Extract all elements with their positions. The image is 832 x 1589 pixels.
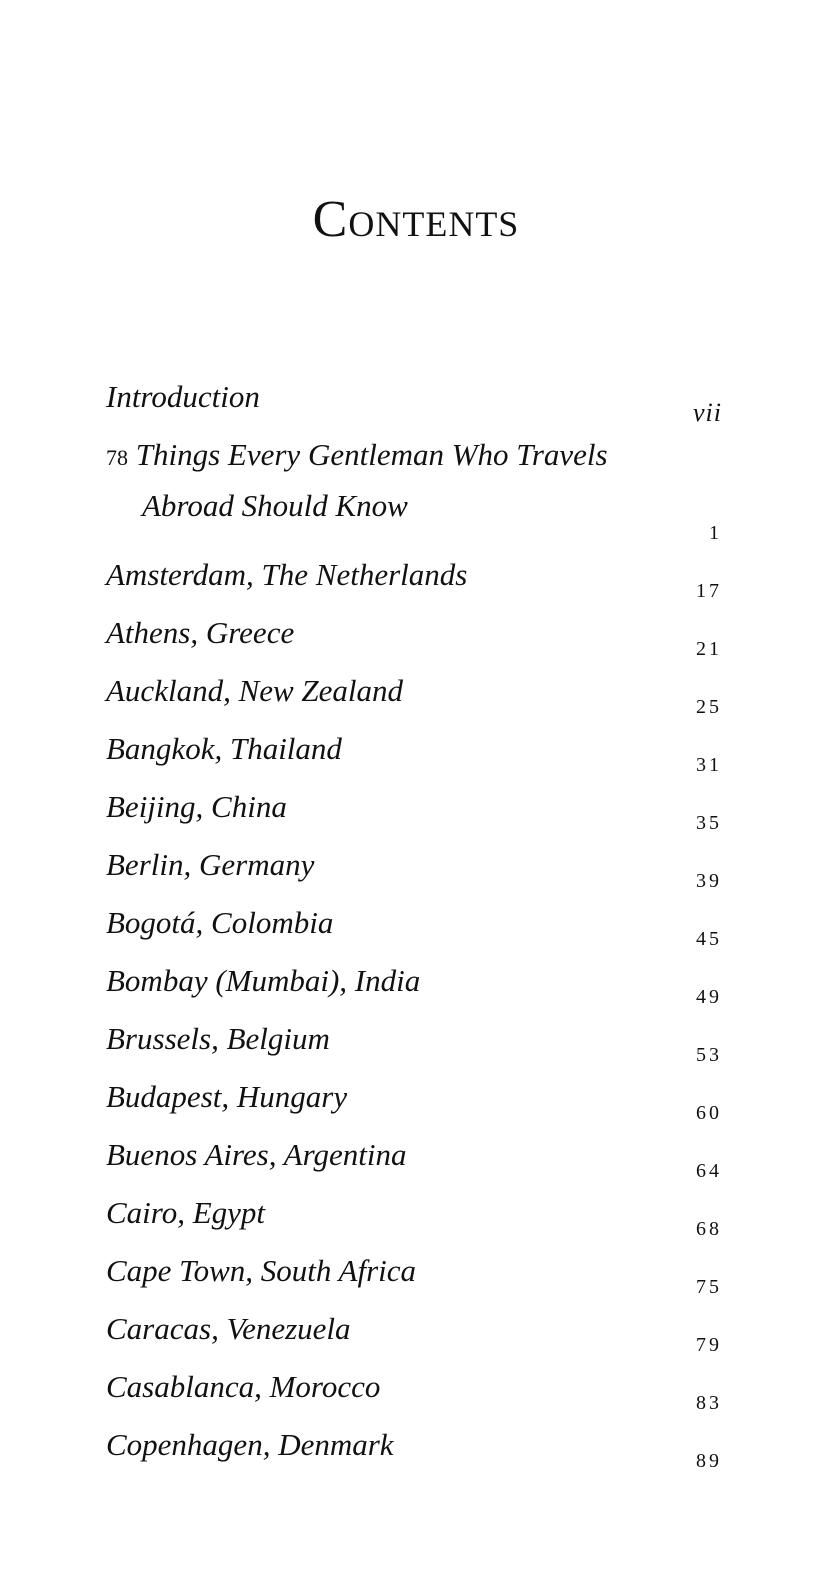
toc-entry[interactable] <box>106 1075 722 1133</box>
toc-entry-title-line1: Things Every Gentleman Who Travels <box>135 437 608 472</box>
toc-entry-page: 39 <box>696 870 722 892</box>
toc-entry[interactable] <box>106 843 722 901</box>
toc-entry-title: Introduction <box>106 379 260 414</box>
toc-entry-title-line2: Abroad Should Know <box>142 488 408 523</box>
toc-entry[interactable] <box>106 611 722 669</box>
toc-entry-introduction[interactable] <box>106 375 722 433</box>
toc-entry-title: Casablanca, Morocco <box>106 1369 381 1404</box>
toc-entry[interactable] <box>106 1017 722 1075</box>
toc-entry-page: 89 <box>696 1450 722 1472</box>
toc-entry[interactable] <box>106 785 722 843</box>
toc-entry-page: 75 <box>696 1276 722 1298</box>
toc-entry-page: 64 <box>696 1160 722 1182</box>
toc-entry[interactable] <box>106 669 722 727</box>
toc-entry-title: Bogotá, Colombia <box>106 905 334 940</box>
toc-entry[interactable] <box>106 553 722 611</box>
toc-entry[interactable] <box>106 1365 722 1423</box>
toc-entry-number: 78 <box>106 445 128 470</box>
toc-entry-title: Amsterdam, The Netherlands <box>106 557 468 592</box>
toc-entry-title: Cairo, Egypt <box>106 1195 266 1230</box>
toc-entry-page: 35 <box>696 812 722 834</box>
toc-entry-page: 1 <box>709 522 722 544</box>
toc-entry-title: Budapest, Hungary <box>106 1079 348 1114</box>
toc-entry-page: 83 <box>696 1392 722 1414</box>
toc-entry-page: 68 <box>696 1218 722 1240</box>
toc-entry-page: 49 <box>696 986 722 1008</box>
toc-entry-page: vii <box>693 398 722 427</box>
toc-entry-page: 53 <box>696 1044 722 1066</box>
toc-entry[interactable] <box>106 901 722 959</box>
toc-entry-page: 21 <box>696 638 722 660</box>
toc-entry-page: 25 <box>696 696 722 718</box>
toc-entry[interactable] <box>106 1133 722 1191</box>
toc-entry-title: Beijing, China <box>106 789 287 824</box>
toc-entry-title: Cape Town, South Africa <box>106 1253 417 1288</box>
toc-entry-title: Brussels, Belgium <box>106 1021 330 1056</box>
toc-entry-page: 60 <box>696 1102 722 1124</box>
toc-entry-title: Bombay (Mumbai), India <box>106 963 421 998</box>
toc-entry[interactable] <box>106 1191 722 1249</box>
toc-entry-page: 17 <box>696 580 722 602</box>
toc-entry[interactable] <box>106 1249 722 1307</box>
table-of-contents <box>106 375 722 1481</box>
toc-entry[interactable] <box>106 1307 722 1365</box>
toc-entry-title: Bangkok, Thailand <box>106 731 342 766</box>
toc-entry-page: 45 <box>696 928 722 950</box>
toc-entry-page: 79 <box>696 1334 722 1356</box>
toc-entry-page: 31 <box>696 754 722 776</box>
toc-entry[interactable] <box>106 959 722 1017</box>
toc-entry[interactable] <box>106 727 722 785</box>
toc-entry-title: Berlin, Germany <box>106 847 315 882</box>
toc-entry-title <box>106 433 608 528</box>
toc-entry-title: Athens, Greece <box>106 615 295 650</box>
toc-entry-things[interactable] <box>106 433 722 553</box>
page-title: Contents <box>312 191 520 248</box>
toc-entry-title: Auckland, New Zealand <box>106 673 404 708</box>
toc-entry-list <box>106 553 722 1481</box>
toc-entry-title: Copenhagen, Denmark <box>106 1427 394 1462</box>
toc-entry[interactable] <box>106 1423 722 1481</box>
toc-entry-title: Caracas, Venezuela <box>106 1311 351 1346</box>
toc-entry-title: Buenos Aires, Argentina <box>106 1137 407 1172</box>
